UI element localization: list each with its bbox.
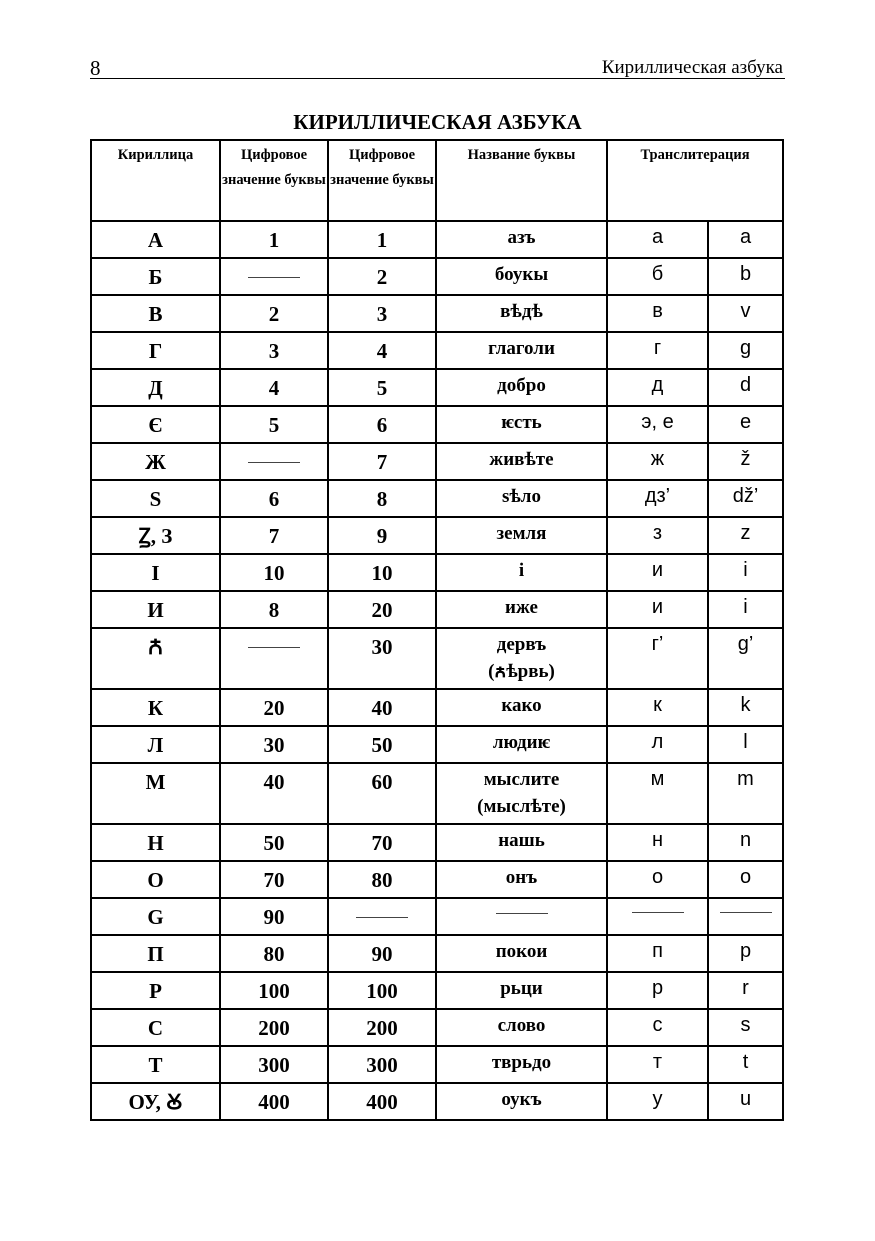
- cell-translit-cyrillic: г’: [607, 628, 708, 689]
- cell-numeric-1: 20: [220, 689, 328, 726]
- cell-letter: Ѕ: [91, 480, 220, 517]
- cell-translit-latin: r: [708, 972, 783, 1009]
- header-rule-left: [90, 78, 443, 79]
- dash-placeholder: [496, 913, 548, 914]
- cell-numeric-1: 5: [220, 406, 328, 443]
- col-header-cyrillic: Кириллица: [91, 140, 220, 221]
- cell-numeric-1: [220, 258, 328, 295]
- table-row: [91, 295, 783, 332]
- cell-translit-cyrillic: м: [607, 763, 708, 824]
- cell-letter-name: онъ: [436, 861, 607, 898]
- cell-numeric-2: 70: [328, 824, 436, 861]
- cell-letter-name: како: [436, 689, 607, 726]
- cell-numeric-2: 9: [328, 517, 436, 554]
- cell-translit-cyrillic: т: [607, 1046, 708, 1083]
- cell-translit-cyrillic: н: [607, 824, 708, 861]
- cell-numeric-1: 4: [220, 369, 328, 406]
- table-row: [91, 689, 783, 726]
- cell-translit-cyrillic: в: [607, 295, 708, 332]
- table-row: [91, 861, 783, 898]
- dash-placeholder: [356, 917, 408, 918]
- cell-numeric-2: 300: [328, 1046, 436, 1083]
- cell-letter: Т: [91, 1046, 220, 1083]
- cell-translit-latin: v: [708, 295, 783, 332]
- cell-letter-name: рьци: [436, 972, 607, 1009]
- cell-numeric-1: 70: [220, 861, 328, 898]
- cell-letter: Н: [91, 824, 220, 861]
- cell-translit-latin: d: [708, 369, 783, 406]
- cell-translit-latin: k: [708, 689, 783, 726]
- cell-letter: Р: [91, 972, 220, 1009]
- table-row: [91, 763, 783, 824]
- cell-translit-latin: a: [708, 221, 783, 258]
- table-row: [91, 554, 783, 591]
- cell-letter-name: тврьдо: [436, 1046, 607, 1083]
- cell-numeric-2: 60: [328, 763, 436, 824]
- table-row: [91, 443, 783, 480]
- table-row: [91, 972, 783, 1009]
- cell-translit-latin: b: [708, 258, 783, 295]
- cell-letter-name: боукы: [436, 258, 607, 295]
- cell-translit-cyrillic: с: [607, 1009, 708, 1046]
- table-row: [91, 1083, 783, 1120]
- cell-translit-cyrillic: п: [607, 935, 708, 972]
- cell-letter-name: мыслите (мыслѣте): [436, 763, 607, 824]
- cell-letter: Ꙉ: [91, 628, 220, 689]
- cell-translit-latin: [708, 898, 783, 935]
- cell-translit-cyrillic: л: [607, 726, 708, 763]
- alphabet-table: [90, 139, 784, 1121]
- table-row: [91, 332, 783, 369]
- cell-letter: Л: [91, 726, 220, 763]
- cell-numeric-2: 4: [328, 332, 436, 369]
- cell-numeric-1: 40: [220, 763, 328, 824]
- cell-numeric-1: 1: [220, 221, 328, 258]
- table-body: [91, 221, 783, 1120]
- cell-translit-cyrillic: у: [607, 1083, 708, 1120]
- cell-translit-cyrillic: к: [607, 689, 708, 726]
- cell-letter: Ꙁ, З: [91, 517, 220, 554]
- cell-letter-name: живѣте: [436, 443, 607, 480]
- cell-numeric-2: 8: [328, 480, 436, 517]
- cell-letter: Б: [91, 258, 220, 295]
- cell-numeric-2: 30: [328, 628, 436, 689]
- cell-letter-name: земля: [436, 517, 607, 554]
- cell-letter: ОУ, Ꙋ: [91, 1083, 220, 1120]
- cell-letter-name: покои: [436, 935, 607, 972]
- cell-letter-name: азъ: [436, 221, 607, 258]
- cell-letter: П: [91, 935, 220, 972]
- cell-translit-latin: u: [708, 1083, 783, 1120]
- cell-letter: G: [91, 898, 220, 935]
- cell-translit-cyrillic: а: [607, 221, 708, 258]
- table-row: [91, 480, 783, 517]
- cell-letter: К: [91, 689, 220, 726]
- cell-translit-cyrillic: р: [607, 972, 708, 1009]
- cell-letter-name: нашь: [436, 824, 607, 861]
- cell-translit-latin: z: [708, 517, 783, 554]
- table-row: [91, 369, 783, 406]
- cell-numeric-1: 10: [220, 554, 328, 591]
- cell-translit-cyrillic: [607, 898, 708, 935]
- cell-translit-cyrillic: дз’: [607, 480, 708, 517]
- cell-numeric-1: 3: [220, 332, 328, 369]
- col-header-transliteration: Транслитерация: [607, 140, 783, 221]
- cell-letter-name: слово: [436, 1009, 607, 1046]
- dash-placeholder: [248, 647, 300, 648]
- cell-numeric-2: 50: [328, 726, 436, 763]
- table-row: [91, 898, 783, 935]
- cell-numeric-2: 6: [328, 406, 436, 443]
- table-row: [91, 824, 783, 861]
- table-row: [91, 935, 783, 972]
- dash-placeholder: [248, 277, 300, 278]
- table-row: [91, 628, 783, 689]
- cell-letter: Є: [91, 406, 220, 443]
- cell-translit-latin: l: [708, 726, 783, 763]
- cell-numeric-1: 8: [220, 591, 328, 628]
- cell-numeric-1: [220, 443, 328, 480]
- cell-letter-name: ѕѣло: [436, 480, 607, 517]
- cell-translit-cyrillic: д: [607, 369, 708, 406]
- cell-letter-name: і: [436, 554, 607, 591]
- cell-numeric-2: 1: [328, 221, 436, 258]
- letter-name-variant: (мыслѣте): [477, 796, 566, 817]
- cell-letter: И: [91, 591, 220, 628]
- cell-letter-name: дервъ (ꙉѣрвь): [436, 628, 607, 689]
- running-title: Кириллическая азбука: [601, 57, 783, 78]
- table-row: [91, 1009, 783, 1046]
- cell-translit-latin: m: [708, 763, 783, 824]
- cell-numeric-1: 200: [220, 1009, 328, 1046]
- cell-letter-name: [436, 898, 607, 935]
- table-row: [91, 258, 783, 295]
- col-header-numeric-1: Цифровое значение буквы: [220, 140, 328, 221]
- cell-numeric-1: 50: [220, 824, 328, 861]
- cell-numeric-1: 2: [220, 295, 328, 332]
- cell-letter: Д: [91, 369, 220, 406]
- cell-numeric-2: 10: [328, 554, 436, 591]
- cell-numeric-2: 90: [328, 935, 436, 972]
- cell-numeric-1: 6: [220, 480, 328, 517]
- cell-numeric-2: 2: [328, 258, 436, 295]
- cell-translit-cyrillic: э, е: [607, 406, 708, 443]
- cell-translit-latin: s: [708, 1009, 783, 1046]
- cell-translit-latin: i: [708, 591, 783, 628]
- cell-numeric-1: 100: [220, 972, 328, 1009]
- col-header-letter-name: Название буквы: [436, 140, 607, 221]
- dash-placeholder: [248, 462, 300, 463]
- cell-translit-cyrillic: з: [607, 517, 708, 554]
- cell-translit-latin: g’: [708, 628, 783, 689]
- dash-placeholder: [720, 912, 772, 913]
- cell-letter: О: [91, 861, 220, 898]
- cell-numeric-2: 20: [328, 591, 436, 628]
- cell-letter-name: вѣдѣ: [436, 295, 607, 332]
- cell-numeric-1: 400: [220, 1083, 328, 1120]
- cell-numeric-1: [220, 628, 328, 689]
- cell-translit-latin: dž’: [708, 480, 783, 517]
- cell-translit-latin: ž: [708, 443, 783, 480]
- cell-letter: М: [91, 763, 220, 824]
- cell-numeric-1: 90: [220, 898, 328, 935]
- cell-letter: Ж: [91, 443, 220, 480]
- cell-numeric-2: [328, 898, 436, 935]
- cell-translit-cyrillic: б: [607, 258, 708, 295]
- cell-numeric-2: 200: [328, 1009, 436, 1046]
- cell-letter-name: ѥсть: [436, 406, 607, 443]
- col-header-numeric-2: Цифровое значение буквы: [328, 140, 436, 221]
- cell-letter: Г: [91, 332, 220, 369]
- table-row: [91, 406, 783, 443]
- cell-letter-name: людиѥ: [436, 726, 607, 763]
- dash-placeholder: [632, 912, 684, 913]
- cell-translit-latin: n: [708, 824, 783, 861]
- cell-translit-latin: p: [708, 935, 783, 972]
- cell-numeric-2: 400: [328, 1083, 436, 1120]
- cell-translit-latin: e: [708, 406, 783, 443]
- cell-numeric-2: 7: [328, 443, 436, 480]
- cell-letter: С: [91, 1009, 220, 1046]
- table-header-row: [91, 140, 783, 221]
- cell-letter: А: [91, 221, 220, 258]
- letter-name-variant: (ꙉѣрвь): [488, 661, 555, 682]
- table-row: [91, 221, 783, 258]
- table-row: [91, 1046, 783, 1083]
- cell-letter-name: иже: [436, 591, 607, 628]
- cell-letter: В: [91, 295, 220, 332]
- cell-letter-name: глаголи: [436, 332, 607, 369]
- cell-translit-cyrillic: г: [607, 332, 708, 369]
- page-number: 8: [90, 56, 101, 80]
- cell-translit-latin: g: [708, 332, 783, 369]
- cell-translit-latin: o: [708, 861, 783, 898]
- cell-numeric-2: 40: [328, 689, 436, 726]
- cell-numeric-2: 100: [328, 972, 436, 1009]
- cell-letter-name: оукъ: [436, 1083, 607, 1120]
- cell-translit-cyrillic: о: [607, 861, 708, 898]
- cell-translit-latin: t: [708, 1046, 783, 1083]
- cell-translit-latin: i: [708, 554, 783, 591]
- cell-numeric-2: 80: [328, 861, 436, 898]
- cell-letter: І: [91, 554, 220, 591]
- running-header: [90, 56, 785, 80]
- cell-translit-cyrillic: и: [607, 591, 708, 628]
- table-row: [91, 591, 783, 628]
- page-title: КИРИЛЛИЧЕСКАЯ АЗБУКА: [293, 110, 582, 134]
- cell-translit-cyrillic: и: [607, 554, 708, 591]
- cell-numeric-1: 7: [220, 517, 328, 554]
- cell-numeric-2: 5: [328, 369, 436, 406]
- cell-numeric-1: 300: [220, 1046, 328, 1083]
- table-row: [91, 517, 783, 554]
- cell-letter-name: добро: [436, 369, 607, 406]
- cell-numeric-1: 80: [220, 935, 328, 972]
- table-row: [91, 726, 783, 763]
- cell-translit-cyrillic: ж: [607, 443, 708, 480]
- cell-numeric-2: 3: [328, 295, 436, 332]
- cell-numeric-1: 30: [220, 726, 328, 763]
